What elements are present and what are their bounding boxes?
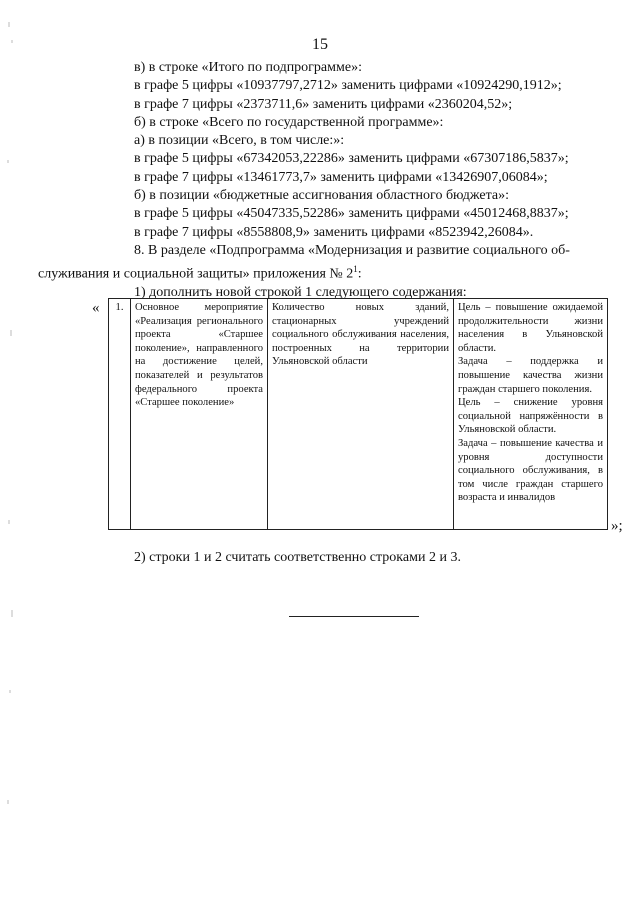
closing-quote: »; [611,518,623,534]
indicator-cell: Количество новых зданий, стационарных учреждений социального обслуживания населения, построенных на территории Ульяновской области [268,299,454,530]
section-8-heading-continuation [38,260,604,284]
body-line: в графе 5 цифры «45047335,52286» заменить цифрами «45012468,8837»; [134,206,569,222]
scan-noise-marks [6,0,26,905]
page-number: 15 [312,36,328,53]
opening-quote: « [92,300,100,316]
activity-cell: Основное мероприятие «Реализация регионального проекта «Старшее поколение», направленного на достижение целей, показателей и результатов федерального проекта «Старшее поколение» [131,299,268,530]
body-line: б) в позиции «бюджетные ассигнования областного бюджета»: [134,188,510,204]
body-line: в графе 7 цифры «8558808,9» заменить цифрами «8523942,26084». [134,224,534,240]
body-line: б) в строке «Всего по государственной программе»: [134,114,444,130]
section-8-heading-text: служивания и социальной защиты» приложения № 2 [38,266,354,282]
end-divider [289,616,419,617]
goal-item: Задача – повышение качества и уровня доступности социального обслуживания, в том числе граждан старшего возраста и инвалидов [458,437,603,504]
section-8-superscript: 1 [353,264,358,275]
goals-cell [454,299,608,530]
section-8-heading-line: 8. В разделе «Подпрограмма «Модернизация и развитие социального об- [134,242,570,258]
goal-item: Цель – повышение ожидаемой продолжительности жизни населения в Ульяновской области. [458,302,603,354]
body-line: в графе 7 цифры «2373711,6» заменить цифрами «2360204,52»; [134,96,513,112]
row-number-cell: 1. [109,299,131,530]
table-row [109,299,608,530]
body-line: в графе 5 цифры «10937797,2712» заменить цифрами «10924290,1912»; [134,78,562,94]
item-1-text: 1) дополнить новой строкой 1 следующего содержания: [134,285,467,301]
goal-item: Цель – снижение уровня социальной напряжённости в Ульяновской области. [458,397,603,436]
body-line: а) в позиции «Всего, в том числе:»: [134,133,345,149]
item-2-text: 2) строки 1 и 2 считать соответственно строками 2 и 3. [134,550,461,565]
body-line: в) в строке «Итого по подпрограмме»: [134,60,362,75]
goal-item: Задача – поддержка и повышение качества жизни граждан старшего поколения. [458,356,603,395]
body-line: в графе 5 цифры «67342053,22286» заменить цифрами «67307186,5837»; [134,151,569,167]
section-8-heading-colon: : [357,266,362,282]
body-text [38,59,604,303]
amendment-table [108,298,608,530]
body-line: в графе 7 цифры «13461773,7» заменить цифрами «13426907,06084»; [134,169,548,185]
